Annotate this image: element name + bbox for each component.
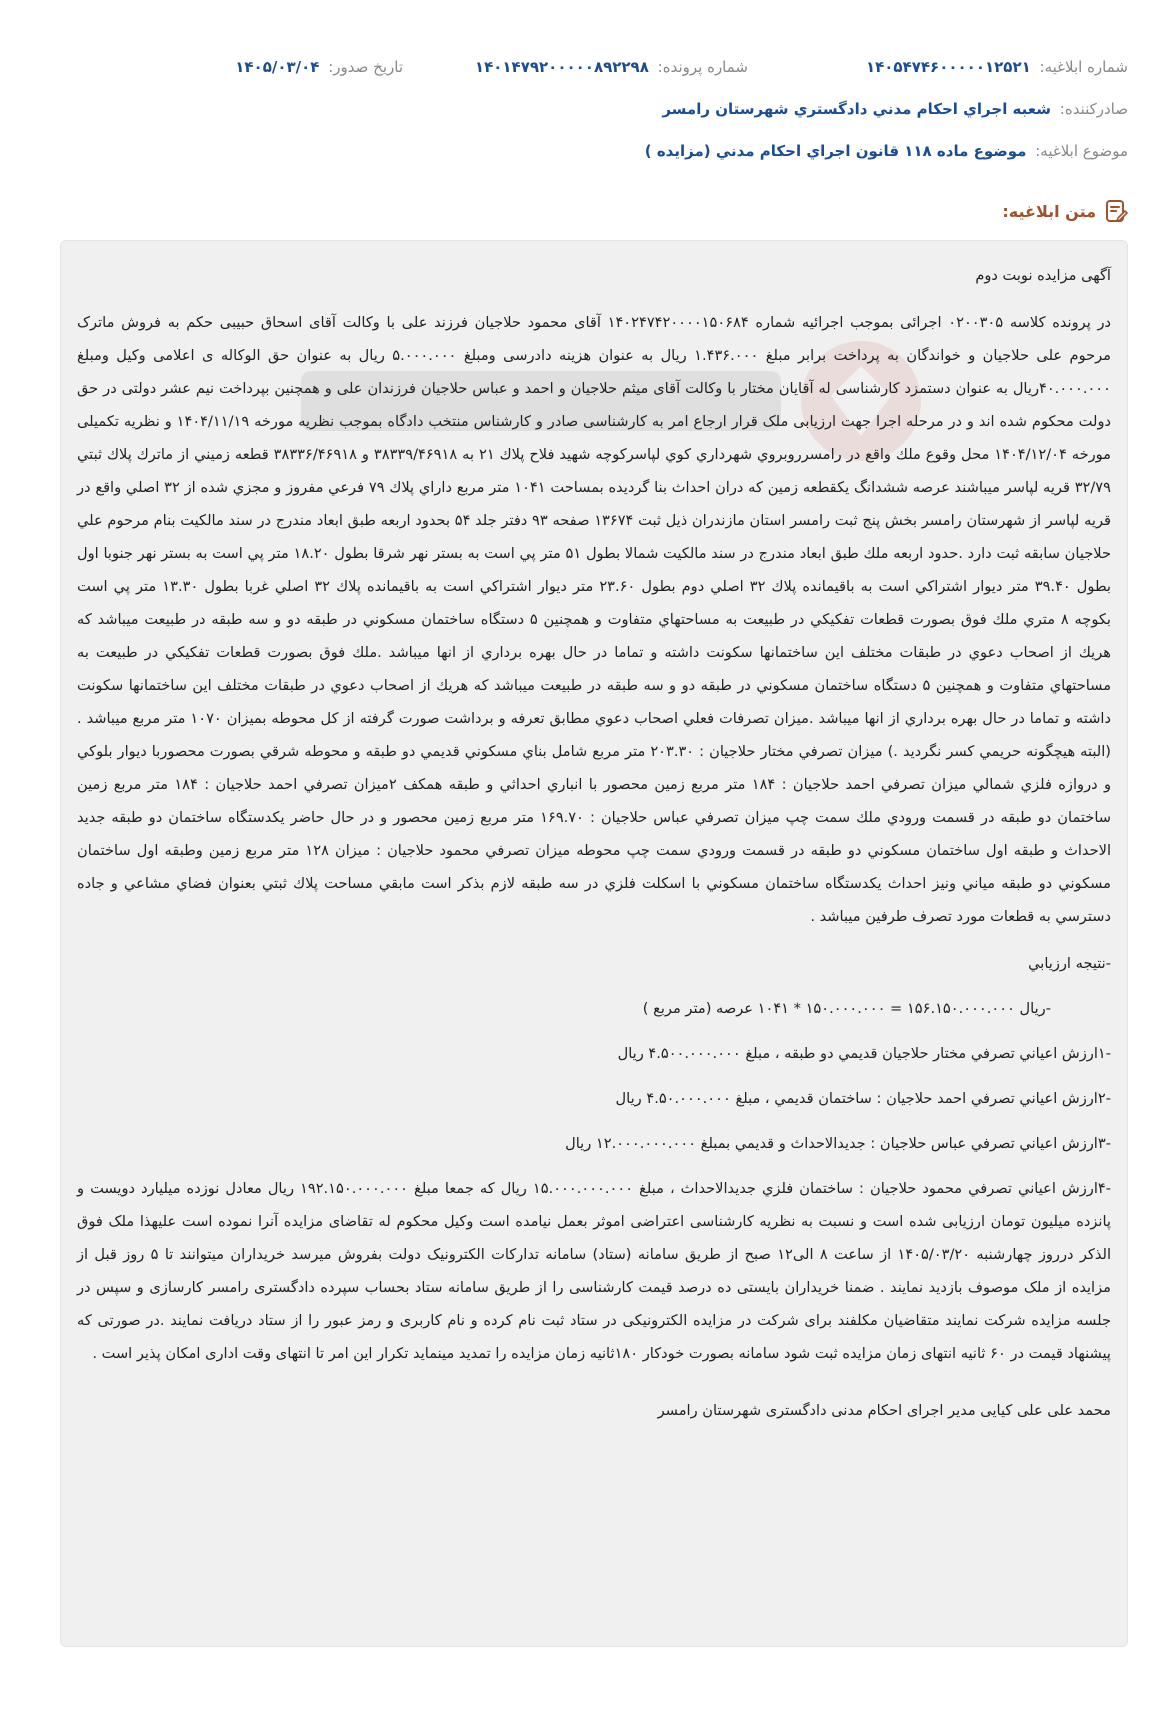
subject-value: موضوع ماده ۱۱۸ قانون اجراي احكام مدني (مزايده ) [644,142,1027,160]
notice-body [60,240,1128,1647]
case-number [475,58,748,76]
notice-metadata [46,52,1128,192]
notice-main-paragraph: در پرونده كلاسه ۰۲۰۰۳۰۵ اجرائی بموجب اجرائیه شماره ۱۴۰۲۴۷۴۲۰۰۰۰۱۵۰۶۸۴ آقای محمود حلاجیان فرزند علی با وكالت آقای اسحاق حبیبی حكم به فروش ماترک مرحوم علی حلاجيان و خواندگان به پرداخت برابر مبلغ ۱.۴۳۶.۰۰۰ ريال به عنوان هزينه دادرسی ومبلغ ۵.۰۰۰.۰۰۰ ريال به عنوان حق الوكاله ی اعلامی وكيل ومبلغ ۴۰.۰۰۰.۰۰۰ريال به عنوان دستمزد كارشناسی له آقايان مختار با وكالت آقای ميثم حلاجيان و احمد و عباس حلاجيان فرزندان علی و همچنين بپرداخت نيم عشر دولتی در حق دولت محكوم شده اند و در مرحله اجرا جهت ارزيابی ملک قرار ارجاع امر به كارشناسی صادر و كارشناس منتخب دادگاه بموجب نظريه مورخه ۱۴۰۴/۱۱/۱۹ و نظريه تكميلی مورخه ۱۴۰۴/۱۲/۰۴ محل وقوع ملك واقع در رامسرروبروي شهرداري كوي لپاسركوچه شهيد فلاح پلاك ۲۱ به ۳۸۳۳۹/۴۶۹۱۸ و ۳۸۳۳۶/۴۶۹۱۸ قطعه زميني از ماترك پلاك ثبتي ۳۲/۷۹ قريه لپاسر ميباشند عرصه ششدانگ يكقطعه زمين كه دران احداث بنا گرديده بمساحت ۱۰۴۱ متر مربع داراي پلاك ۷۹ فرعي مفروز و مجزي شده از ۳۲ اصلي واقع در قريه لپاسر از شهرستان رامسر بخش پنج ثبت رامسر استان مازندران ذيل ثبت ۱۳۶۷۴ صفحه ۹۳ دفتر جلد ۵۴ بحدود اربعه طبق ابعاد مندرج در سند مالكيت بنام مرحوم علي حلاجيان سابقه ثبت دارد .حدود اربعه ملك طبق ابعاد مندرج در سند مالكيت شمالا بطول ۵۱ متر پي است به بستر نهر شرقا بطول ۱۸.۲۰ متر پي است به بستر نهر جنوبا اول بطول ۳۹.۴۰ متر ديوار اشتراكي است به باقيمانده پلاك ۳۲ اصلي دوم بطول ۲۳.۶۰ متر ديوار اشتراكي است به باقيمانده پلاك ۳۲ اصلي غربا بطول ۱۳.۳۰ متر پي است بكوچه ۸ متري ملك فوق بصورت قطعات تفكيكي در طبيعت به مساحتهاي متفاوت و همچنين ۵ دستگاه ساختمان مسكوني در طبقه دو و سه طبقه در طبيعت ميباشد كه هريك از اصحاب دعوي در طبقات مختلف اين ساختمانها سكونت داشته و تماما در حال بهره برداري از انها ميباشد .ملك فوق بصورت قطعات تفكيكي در طبيعت به مساحتهاي متفاوت و همچنين ۵ دستگاه ساختمان مسكوني در طبقه دو و سه طبقه در طبيعت ميباشد كه هريك از اصحاب دعوي در طبقات مختلف اين ساختمانها سكونت داشته و تماما در حال بهره برداري از انها ميباشد .ميزان تصرفات فعلي اصحاب دعوي مطابق تعرفه و برداشت صورت گرفته از كل محوطه بميزان ۱۰۷۰ متر مربع ميباشد . (البته هيچگونه حريمي كسر نگرديد .) ميزان تصرفي مختار حلاجيان : ۲۰۳.۳۰ متر مربع شامل بناي مسكوني قديمي دو طبقه و محوطه شرقي بصورت محصوربا ديوار بلوكي و دروازه فلزي شمالي ميزان تصرفي احمد حلاجيان : ۱۸۴ متر مربع زمين محصور با انباري احداثي و طبقه همكف ۲ميزان تصرفي احمد حلاجيان : ۱۸۴ متر مربع زمين ساختمان دو طبقه در قسمت ورودي ملك سمت چپ ميزان تصرفي عباس حلاجيان : ۱۶۹.۷۰ متر مربع زمين محصور و در حال حاضر يكدستگاه ساختمان دو طبقه جديد الاحداث و طبقه اول ساختمان مسكوني دو طبقه در قسمت ورودي سمت چپ محوطه ميزان تصرفي محمود حلاجيان : ميزان ۱۲۸ متر مربع زمين وطبقه اول ساختمان مسكوني دو طبقه مياني ونيز احداث يكدستگاه ساختمان مسكوني با اسكلت فلزي در سه طبقه لازم بذكر است مابقي مساحت پلاك ثبتي بعنوان فضاي مشاعي و جاده دسترسي به قطعات مورد تصرف طرفين ميباشد . [77,314,1112,925]
notice-content [61,241,1127,1427]
notice-heading: آگهی مزایده نوبت دوم [975,267,1111,284]
issue-date-label: تاریخ صدور: [328,58,403,76]
case-number-value: ۱۴۰۱۴۷۹۲۰۰۰۰۰۸۹۲۲۹۸ [474,58,649,76]
issuer [662,100,1128,118]
valuation-result-title: -نتيجه ارزيابي [1028,955,1111,972]
issuer-label: صادرکننده: [1059,100,1128,118]
valuation-land-line: -ريال ۱۵۶.۱۵۰.۰۰۰.۰۰۰ = ۱۵۰.۰۰۰.۰۰۰ * ۱۰۴۱ عرصه (متر مربع ) [642,1000,1051,1017]
issue-date [235,58,403,76]
notice-number [866,58,1128,76]
notice-text-heading [1002,198,1128,224]
valuation-item-1: -۱ارزش اعياني تصرفي مختار حلاجيان قديمي دو طبقه ، مبلغ ۴.۵۰۰.۰۰۰.۰۰۰ ريال [617,1045,1111,1062]
issuer-value: شعبه اجراي احكام مدني دادگستري شهرستان رامسر [662,100,1051,118]
case-number-label: شماره پرونده: [657,58,748,76]
notice-text-title: متن ابلاغیه: [1002,201,1096,221]
valuation-item-2: -۲ارزش اعياني تصرفي احمد حلاجيان : ساختمان قديمي ، مبلغ ۴.۵۰.۰۰۰.۰۰۰ ريال [615,1090,1111,1107]
subject-label: موضوع ابلاغیه: [1035,142,1128,160]
issue-date-value: ۱۴۰۵/۰۳/۰۴ [235,58,320,76]
notice-number-value: ۱۴۰۵۴۷۴۶۰۰۰۰۰۱۲۵۲۱ [865,58,1031,76]
signature: محمد علی علی كيايی مدير اجرای احكام مدنی دادگستری شهرستان رامسر [657,1402,1111,1419]
subject [645,142,1128,160]
valuation-item-3: -۳ارزش اعياني تصرفي عباس حلاجيان : جديدالاحداث و قديمي بمبلغ ۱۲.۰۰۰.۰۰۰.۰۰۰ ريال [565,1135,1111,1152]
notice-number-label: شماره ابلاغیه: [1039,58,1128,76]
metadata-row-numbers [46,58,1128,82]
document-edit-icon [1104,198,1128,224]
valuation-item-4: -۴ارزش اعياني تصرفي محمود حلاجيان : ساختمان فلزي جديدالاحداث ، مبلغ ۱۵.۰۰۰.۰۰۰.۰۰۰ ريال كه جمعا مبلغ ۱۹۲.۱۵۰.۰۰۰.۰۰۰ ريال معادل نوزده ميلیارد دويست و پانزده ميليون تومان ارزيابی شده است و نسبت به نظريه كارشناسی اعتراضی اموثر بعمل نيامده است وكيل محكوم له تقاضای مزايده آنرا نموده است عليهذا ملک فوق الذكر درروز چهارشنبه ۱۴۰۵/۰۳/۲۰ از ساعت ۸ الی۱۲ صبح از طريق سامانه (ستاد) سامانه تداركات الكترونيک دولت بفروش ميرسد خريداران ميتوانند تا ۵ روز قبل از مزايده از ملک موصوف بازديد نمايند . ضمنا خريداران بايستی ده درصد قيمت كارشناسی را از طريق سامانه ستاد بحساب سپرده دادگستری رامسر كارسازی و سپس در جلسه مزايده شركت نمايند متقاضيان مكلفند برای شركت در مزايده الكترونيكی در ستاد ثبت نام كرده و نام كاربری و رمز عبور را از ستاد دريافت نمايند .در صورتی كه پيشنهاد قيمت در ۶۰ ثانيه انتهای زمان مزايده ثبت شود سامانه بصورت خودكار ۱۸۰ثانيه زمان مزايده را تمديد مينمايد تكرار اين امر تا انتهای وقت اداری امكان پذير است . [77,1180,1112,1362]
